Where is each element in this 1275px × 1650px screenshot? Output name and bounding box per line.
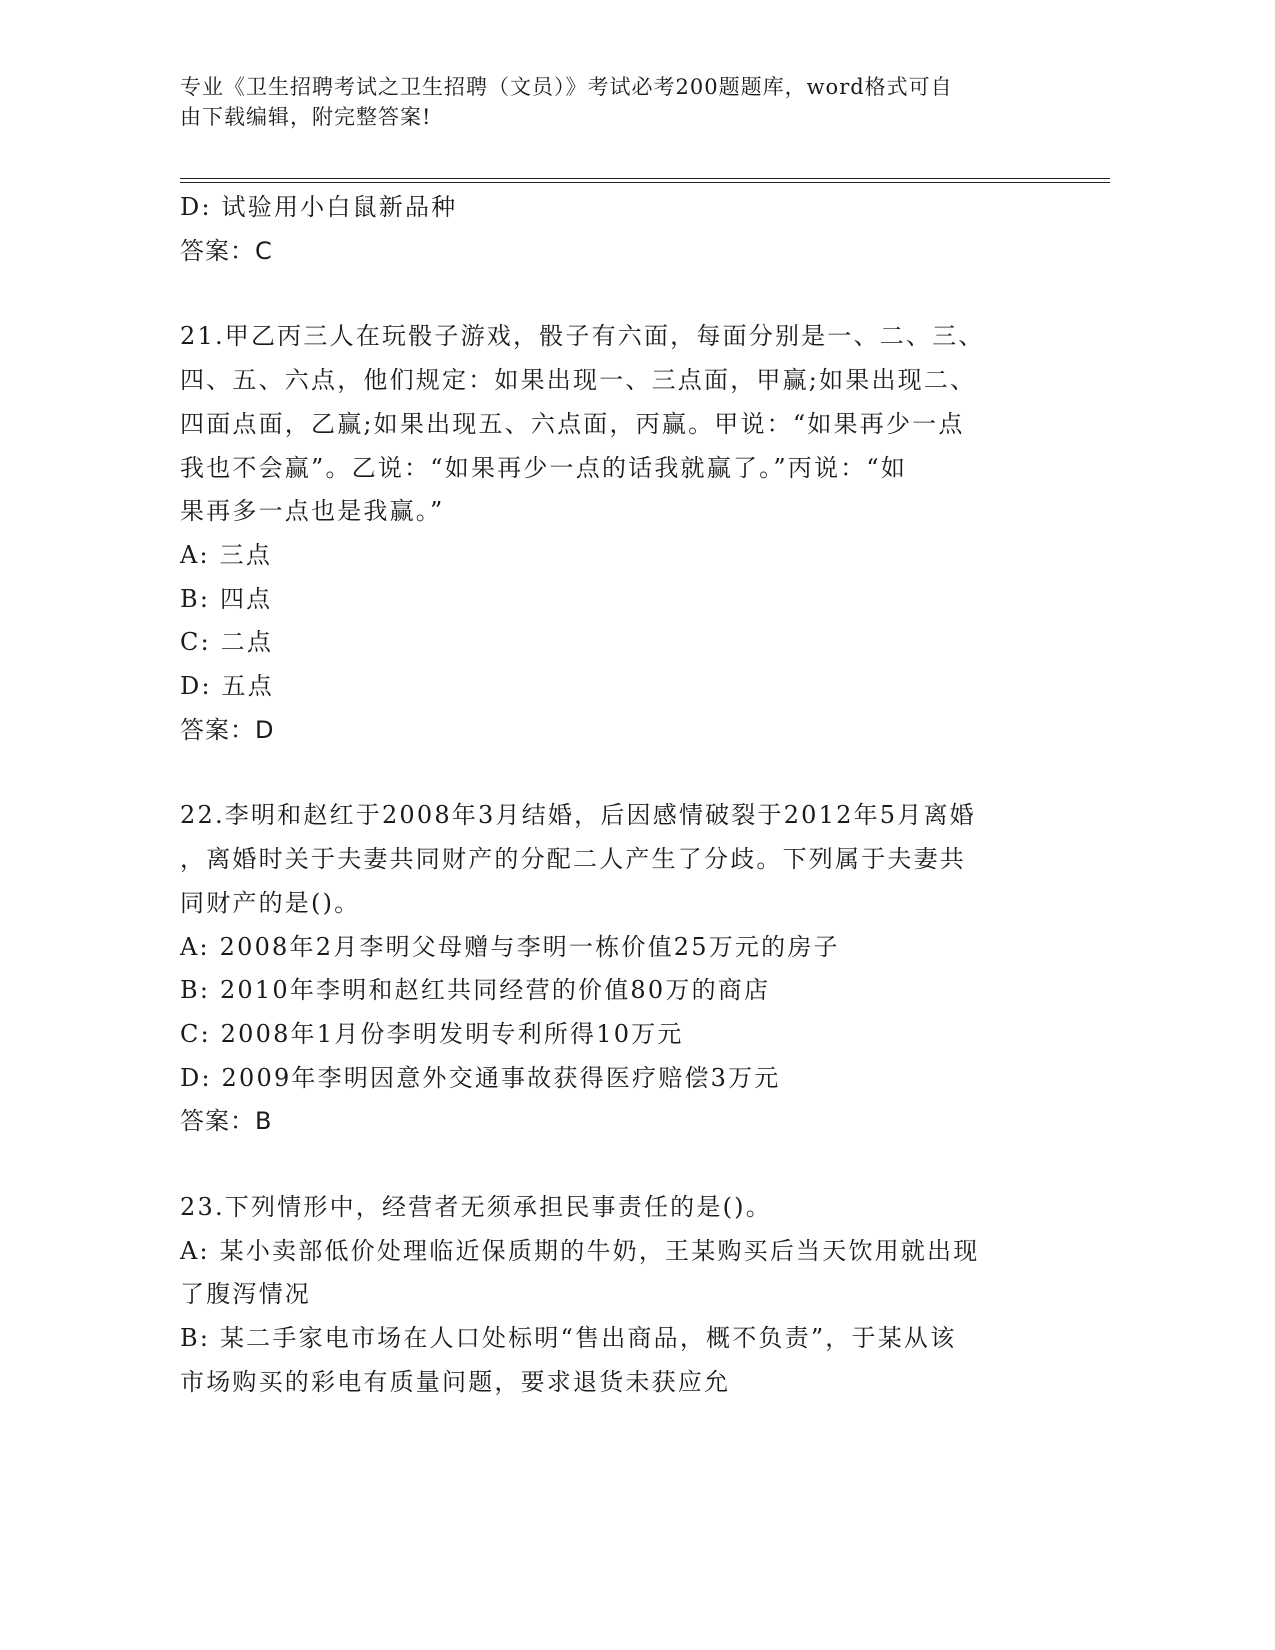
option-b: B: 2010年李明和赵红共同经营的价值80万的商店 bbox=[180, 976, 771, 1005]
header-divider-bottom bbox=[180, 182, 1110, 183]
option-a-continued: 了腹泻情况 bbox=[180, 1280, 311, 1309]
option-b: B: 某二手家电市场在人口处标明“售出商品，概不负责”，于某从该 bbox=[180, 1324, 957, 1353]
option-c: C: 2008年1月份李明发明专利所得10万元 bbox=[180, 1019, 684, 1048]
option-d: D: 2009年李明因意外交通事故获得医疗赔偿3万元 bbox=[180, 1063, 781, 1092]
question-stem-line: 果再多一点也是我赢。” bbox=[180, 497, 445, 526]
question-stem-line: 四、五、六点，他们规定：如果出现一、三点面，甲赢;如果出现二、 bbox=[180, 366, 977, 395]
option-b: B: 四点 bbox=[180, 584, 273, 613]
document-header bbox=[180, 72, 1040, 132]
question-stem-line: 四面点面，乙赢;如果出现五、六点面，丙赢。甲说：“如果再少一点 bbox=[180, 409, 965, 438]
header-divider-top bbox=[180, 178, 1110, 179]
answer-line: 答案：C bbox=[180, 236, 273, 265]
question-stem-line: 我也不会赢”。乙说：“如果再少一点的话我就赢了。”丙说：“如 bbox=[180, 453, 908, 482]
header-line-2: 由下载编辑，附完整答案! bbox=[180, 105, 432, 129]
question-22 bbox=[180, 794, 1040, 1144]
answer-line: 答案：D bbox=[180, 715, 275, 744]
option-a: A: 三点 bbox=[180, 540, 273, 569]
option-d: D: 试验用小白鼠新品种 bbox=[180, 193, 458, 221]
previous-question-tail bbox=[180, 186, 1040, 273]
question-stem-line: 23.下列情形中，经营者无须承担民事责任的是()。 bbox=[180, 1193, 772, 1222]
option-c: C: 二点 bbox=[180, 628, 274, 657]
answer-line: 答案：B bbox=[180, 1107, 273, 1136]
spacer bbox=[180, 1144, 1040, 1186]
option-a: A: 某小卖部低价处理临近保质期的牛奶，王某购买后当天饮用就出现 bbox=[180, 1236, 980, 1265]
option-a: A: 2008年2月李明父母赠与李明一栋价值25万元的房子 bbox=[180, 932, 840, 961]
option-d: D: 五点 bbox=[180, 672, 274, 701]
document-body bbox=[180, 186, 1040, 1405]
question-stem-line: 同财产的是()。 bbox=[180, 888, 361, 917]
spacer bbox=[180, 273, 1040, 315]
question-stem-line: 21.甲乙丙三人在玩骰子游戏，骰子有六面，每面分别是一、二、三、 bbox=[180, 322, 985, 351]
question-stem-line: ，离婚时关于夫妻共同财产的分配二人产生了分歧。下列属于夫妻共 bbox=[180, 845, 966, 874]
header-line-1: 专业《卫生招聘考试之卫生招聘（文员）》考试必考200题题库，word格式可自 bbox=[180, 75, 953, 99]
question-23 bbox=[180, 1186, 1040, 1405]
question-stem-line: 22.李明和赵红于2008年3月结婚，后因感情破裂于2012年5月离婚 bbox=[180, 801, 976, 830]
spacer bbox=[180, 752, 1040, 794]
option-b-continued: 市场购买的彩电有质量问题，要求退货未获应允 bbox=[180, 1367, 731, 1396]
question-21 bbox=[180, 315, 1040, 752]
